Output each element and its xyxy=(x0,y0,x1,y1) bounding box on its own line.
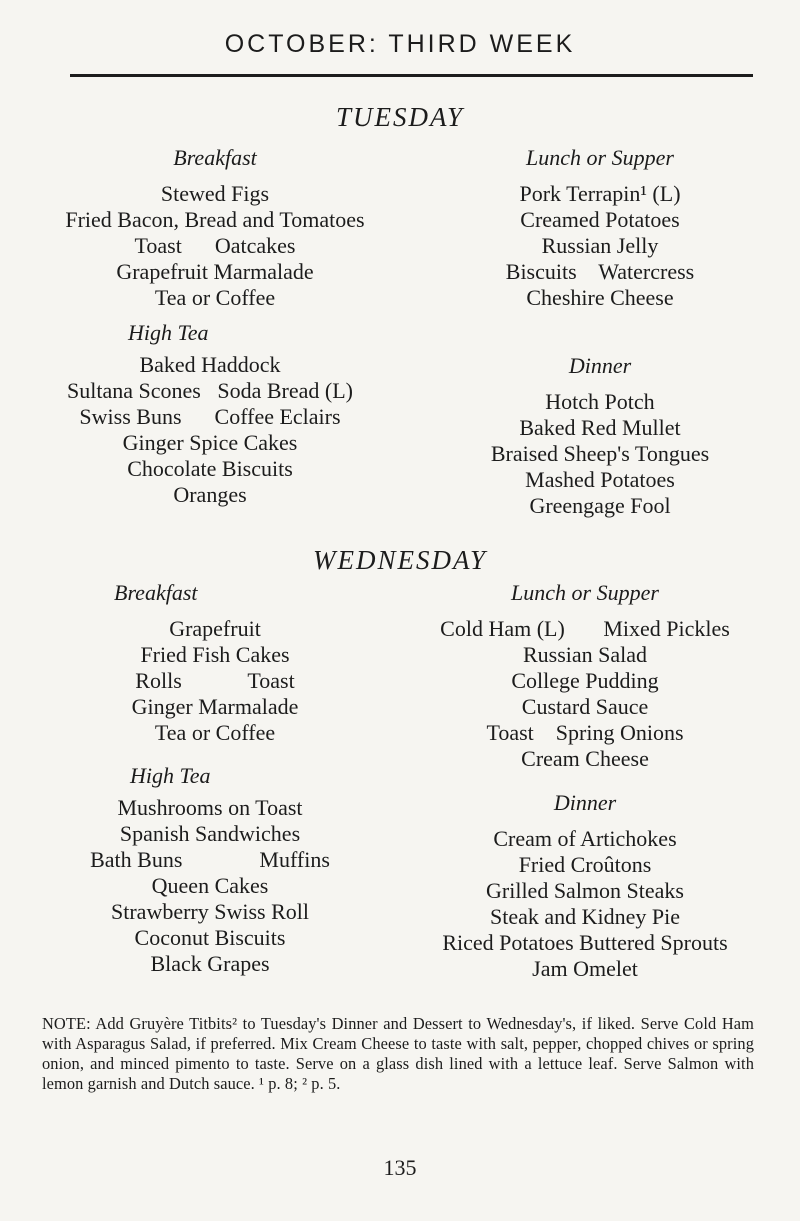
menu-item: College Pudding xyxy=(511,668,659,693)
menu-item: Baked Red Mullet xyxy=(519,415,681,440)
menu-item: Russian Jelly xyxy=(541,233,659,258)
page-number: 135 xyxy=(383,1155,417,1180)
tuesday-high-tea xyxy=(0,320,420,508)
menu-item: Custard Sauce xyxy=(521,694,649,719)
menu-item: Sultana Scones Soda Bread (L) xyxy=(67,378,353,403)
menu-item: Spanish Sandwiches xyxy=(119,821,301,846)
menu-item: Tea or Coffee xyxy=(154,720,276,745)
menu-item: Black Grapes xyxy=(150,951,270,976)
menu-item: Grapefruit Marmalade xyxy=(116,259,314,284)
menu-item: Chocolate Biscuits xyxy=(127,456,293,481)
menu-item: Queen Cakes xyxy=(151,873,269,898)
menu-item: Tea or Coffee xyxy=(154,285,276,310)
day-title-tuesday: TUESDAY xyxy=(335,102,465,132)
menu-item: Cold Ham (L) Mixed Pickles xyxy=(440,616,730,641)
menu-item: Strawberry Swiss Roll xyxy=(111,899,309,924)
wednesday-breakfast xyxy=(30,580,400,746)
meal-title: Breakfast xyxy=(173,145,257,170)
running-head: OCTOBER: THIRD WEEK xyxy=(224,30,576,58)
menu-item: Riced Potatoes Buttered Sprouts xyxy=(442,930,728,955)
menu-item: Fried Bacon, Bread and Tomatoes xyxy=(65,207,365,232)
tuesday-breakfast xyxy=(15,145,415,311)
wednesday-lunch xyxy=(395,580,775,772)
menu-item: Swiss Buns Coffee Eclairs xyxy=(79,404,341,429)
menu-item: Hotch Potch xyxy=(545,389,655,414)
menu-item: Baked Haddock xyxy=(139,352,281,377)
menu-item: Steak and Kidney Pie xyxy=(489,904,681,929)
menu-item: Grapefruit xyxy=(169,616,261,641)
menu-item: Rolls Toast xyxy=(135,668,295,693)
menu-item: Mashed Potatoes xyxy=(525,467,675,492)
menu-item: Grilled Salmon Steaks xyxy=(486,878,684,903)
meal-title: Breakfast xyxy=(114,580,198,605)
menu-item: Ginger Marmalade xyxy=(131,694,299,719)
menu-item: Braised Sheep's Tongues xyxy=(490,441,710,466)
meal-title: Lunch or Supper xyxy=(526,145,674,170)
menu-item: Fried Croûtons xyxy=(518,852,652,877)
menu-item: Oranges xyxy=(173,482,247,507)
menu-item: Ginger Spice Cakes xyxy=(122,430,298,455)
menu-item: Biscuits Watercress xyxy=(505,259,695,284)
menu-item: Greengage Fool xyxy=(529,493,671,518)
tuesday-dinner xyxy=(430,353,770,519)
meal-title: High Tea xyxy=(130,763,211,788)
menu-item: Coconut Biscuits xyxy=(134,925,286,950)
menu-item: Pork Terrapin¹ (L) xyxy=(519,181,681,206)
menu-item: Russian Salad xyxy=(522,642,648,667)
footnote: NOTE: Add Gruyère Titbits² to Tuesday's Dinner and Dessert to Wednesday's, if liked. Serve Cold Ham with Asparagus Salad, if preferred. Mix Cream Cheese to taste with salt, pepper, chopped chives or spring onion, and minced pimento to taste. Serve on a glass dish lined with a lettuce leaf. Serve Salmon with lemon garnish and Dutch sauce. ¹ p. 8; ² p. 5. xyxy=(42,1014,754,1093)
day-title-wednesday: WEDNESDAY xyxy=(312,545,487,575)
menu-item: Cream Cheese xyxy=(521,746,649,771)
menu-item: Cream of Artichokes xyxy=(493,826,677,851)
menu-item: Mushrooms on Toast xyxy=(117,795,303,820)
header-rule xyxy=(70,74,753,77)
menu-item: Fried Fish Cakes xyxy=(140,642,290,667)
menu-item: Stewed Figs xyxy=(160,181,270,206)
menu-item: Cheshire Cheese xyxy=(526,285,674,310)
meal-title: Lunch or Supper xyxy=(511,580,659,605)
wednesday-high-tea xyxy=(0,763,420,977)
meal-title: High Tea xyxy=(128,320,209,345)
meal-title: Dinner xyxy=(553,790,617,815)
tuesday-lunch xyxy=(430,145,770,311)
meal-title: Dinner xyxy=(568,353,632,378)
menu-item: Bath Buns Muffins xyxy=(90,847,330,872)
menu-item: Jam Omelet xyxy=(532,956,638,981)
menu-item: Creamed Potatoes xyxy=(520,207,680,232)
menu-item: Toast Spring Onions xyxy=(486,720,684,745)
menu-item: Toast Oatcakes xyxy=(134,233,296,258)
wednesday-dinner xyxy=(395,790,775,982)
